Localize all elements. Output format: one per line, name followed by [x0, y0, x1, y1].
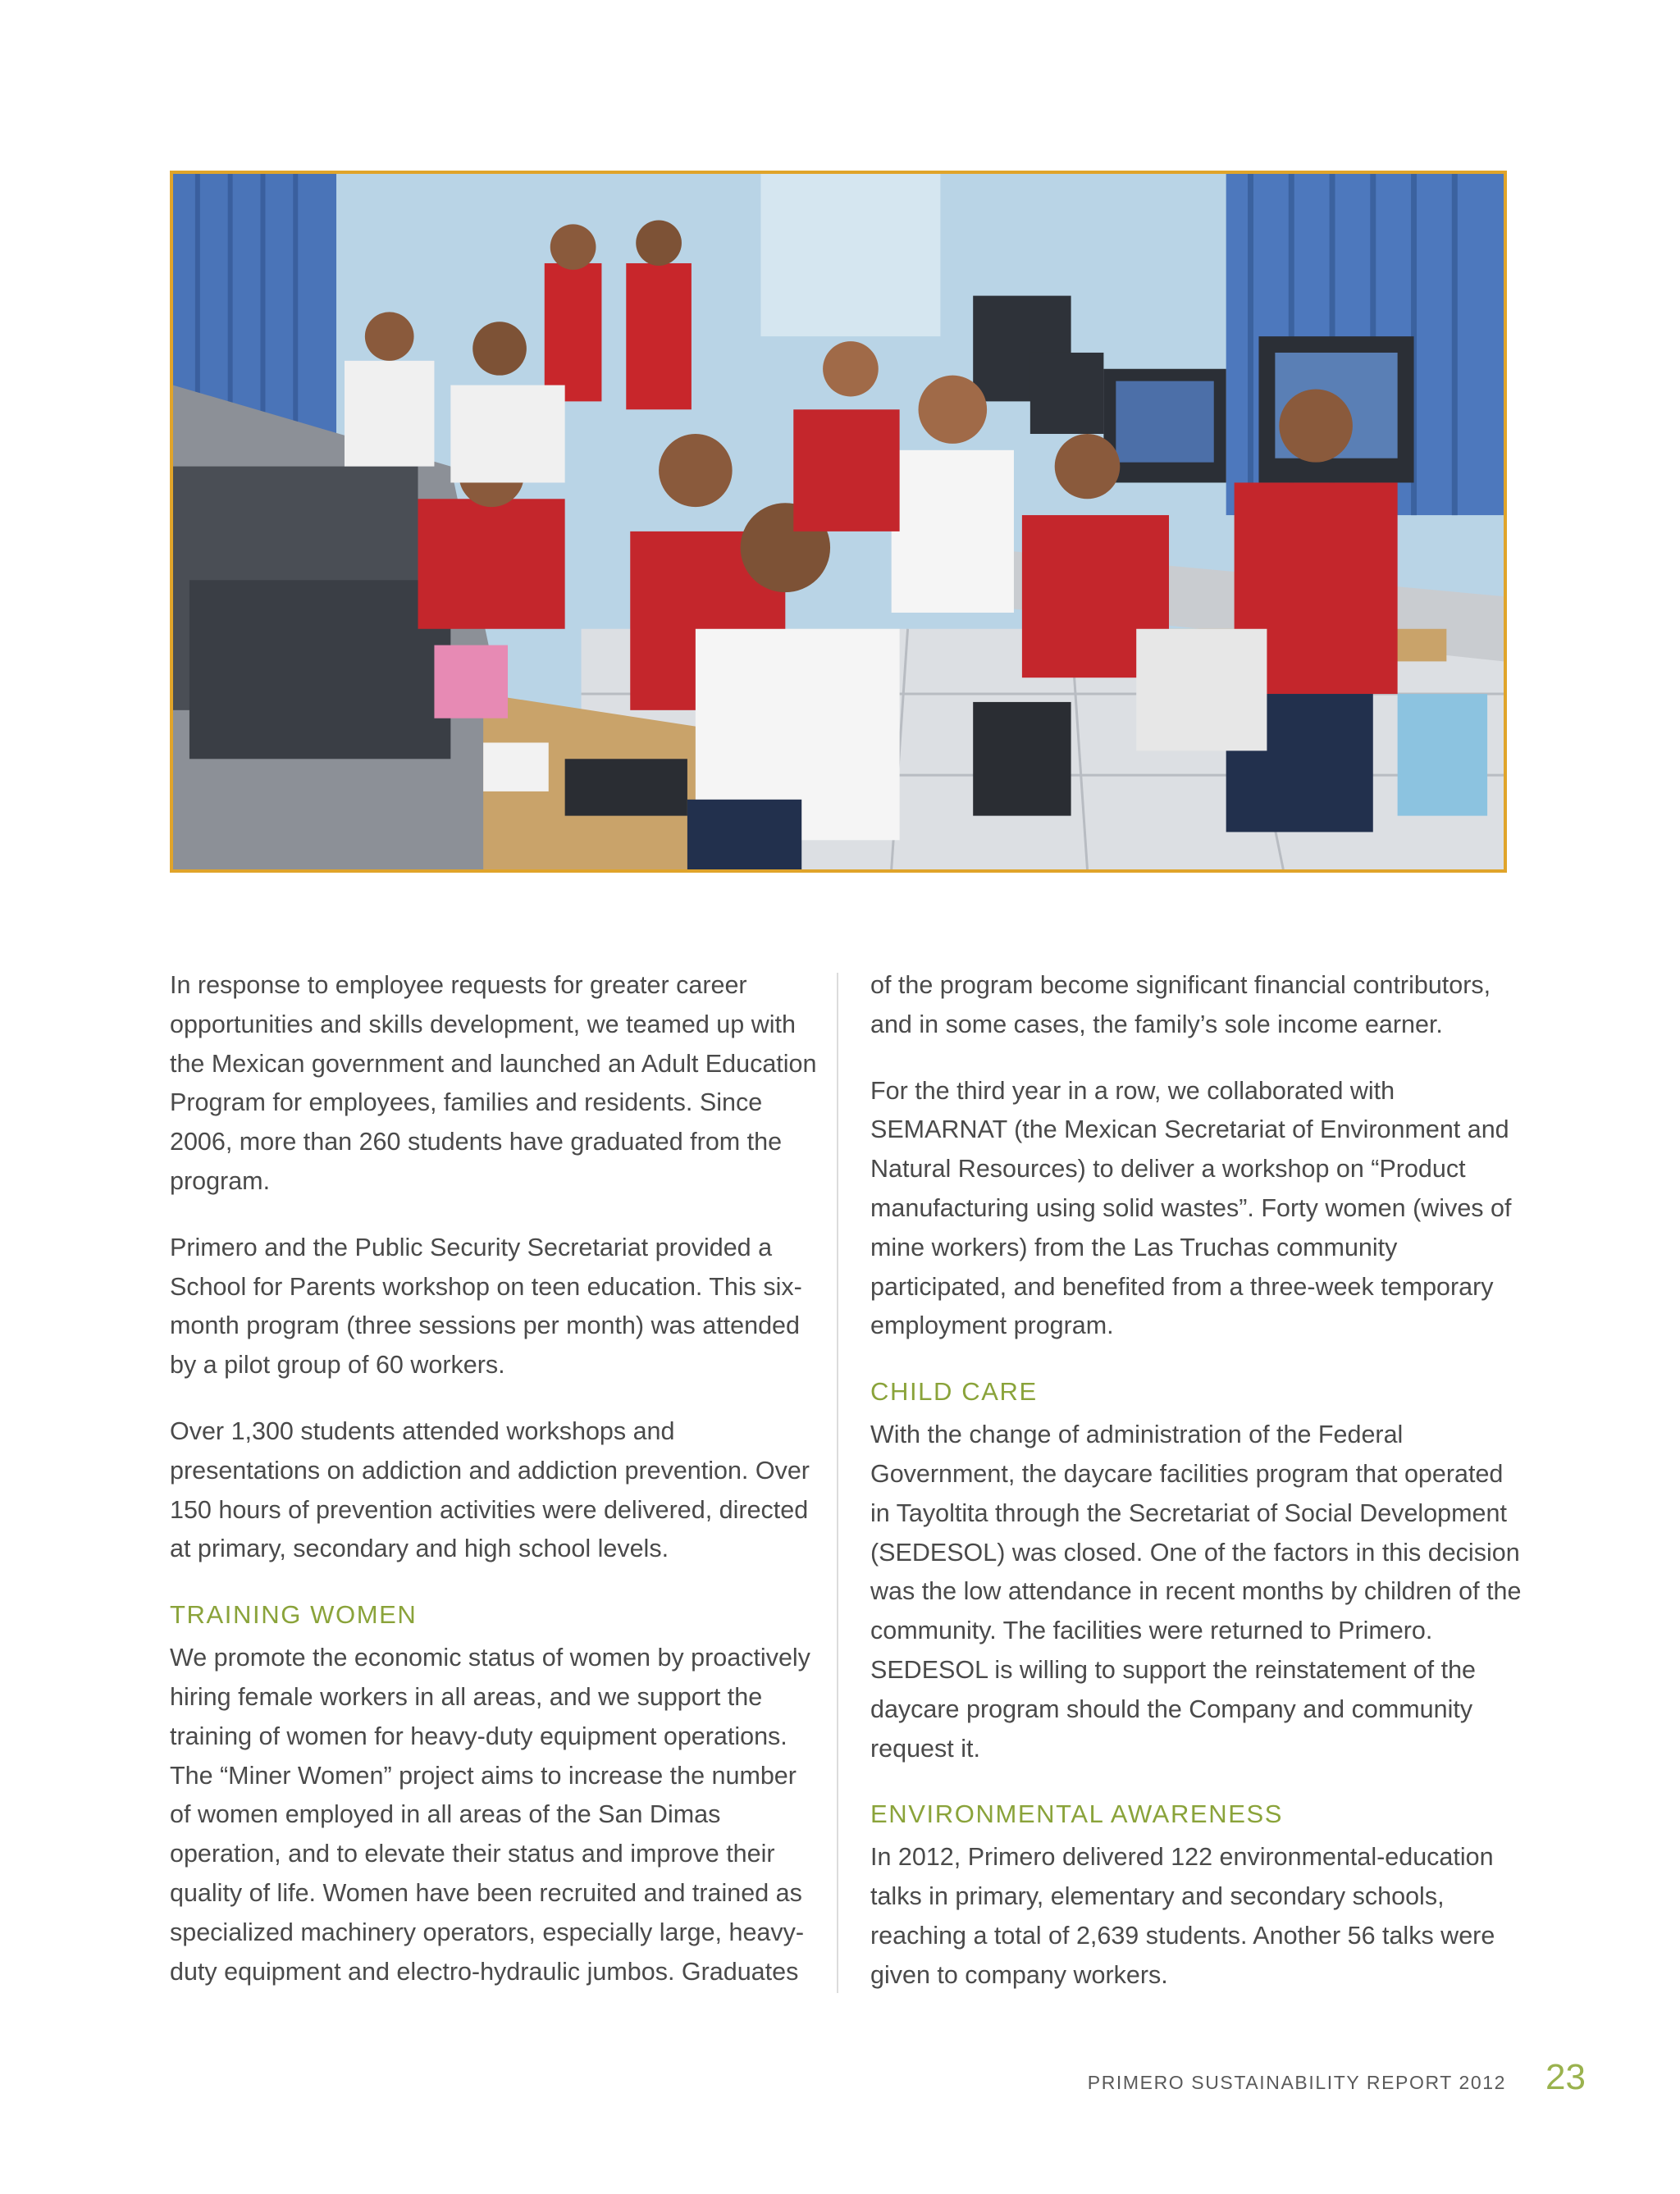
- page-number: 23: [1545, 2057, 1586, 2097]
- left-column: [170, 966, 818, 2018]
- paragraph-environmental-awareness: In 2012, Primero delivered 122 environmental-education talks in primary, elementary and secondary schools, reaching a total of 2,639 students. Another 56 talks were given to company workers.: [870, 1843, 1495, 1989]
- paragraph-adult-education: In response to employee requests for greater career opportunities and skills development, we teamed up with the Mexican government and launched an Adult Education Program for employees, families and residents. Since 2006, more than 260 students have graduated from the program.: [170, 971, 817, 1195]
- report-title: PRIMERO SUSTAINABILITY REPORT 2012: [1087, 2072, 1507, 2093]
- heading-environmental-awareness: ENVIRONMENTAL AWARENESS: [870, 1799, 1284, 1829]
- paragraph-school-for-parents: Primero and the Public Security Secretariat provided a School for Parents workshop on teen education. This six-month program (three sessions per month) was attended by a pilot group of 60 workers.: [170, 1233, 802, 1380]
- classroom-photo-illustration: [173, 174, 1504, 869]
- right-column: [870, 966, 1527, 2023]
- paragraph-financial-contributors: of the program become significant financial contributors, and in some cases, the family’s sole income earner.: [870, 971, 1491, 1038]
- classroom-photo: [170, 171, 1507, 873]
- paragraph-child-care: With the change of administration of the Federal Government, the daycare facilities program that operated in Tayoltita through the Secretariat of Social Development (SEDESOL) was closed. One of the factors in this decision was the low attendance in recent months by children of the community. The facilities were returned to Primero. SEDESOL is willing to support the reinstatement of the daycare program should the Company and community request it.: [870, 1421, 1522, 1763]
- paragraph-training-women: We promote the economic status of women by proactively hiring female workers in all areas, and we support the training of women for heavy-duty equipment operations. The “Miner Women” project aims to increase the number of women employed in all areas of the San Dimas operation, and to elevate their status and improve their quality of life. Women have been recruited and trained as specialized machinery operators, especially large, heavy-duty equipment and electro-hydraulic jumbos. Graduates: [170, 1644, 810, 1986]
- heading-child-care: CHILD CARE: [870, 1377, 1038, 1407]
- paragraph-semarnat-workshop: For the third year in a row, we collaborated with SEMARNAT (the Mexican Secretariat of Environment and Natural Resources) to deliver a workshop on “Product manufacturing using solid wastes”. Forty women (wives of mine workers) from the Las Truchas community participated, and benefited from a three-week temporary employment program.: [870, 1076, 1512, 1340]
- paragraph-addiction-prevention: Over 1,300 students attended workshops and presentations on addiction and addiction prevention. Over 150 hours of prevention activities were delivered, directed at primary, secondary and high school levels.: [170, 1416, 810, 1563]
- column-divider: [837, 973, 838, 1993]
- page-footer: [1088, 2057, 1586, 2106]
- heading-training-women: TRAINING WOMEN: [170, 1600, 418, 1630]
